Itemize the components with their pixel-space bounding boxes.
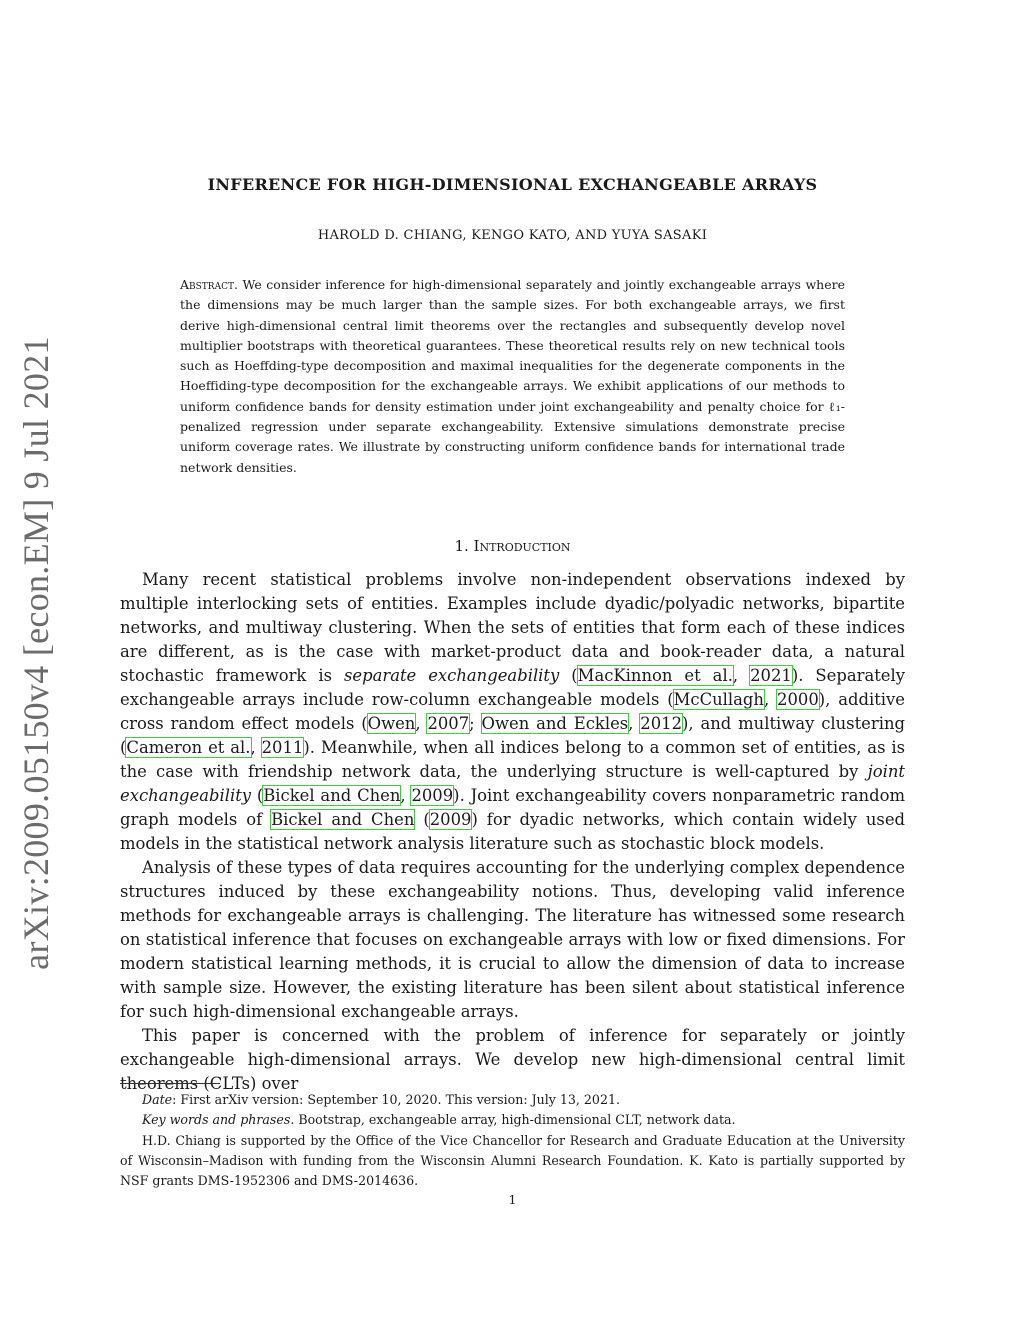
text-run: ). Separately exchangeable arrays include row-column exchangeable models ( <box>120 666 906 709</box>
abstract-text: We consider inference for high-dimensional separately and jointly exchangeable arrays where the dimensions may be much larger than the sample sizes. For both exchangeable arrays, we first derive high-dimensional central limit theorems over the rectangles and subsequently develop novel multiplier bootstraps with theoretical guarantees. These theoretical results rely on new technical tools such as Hoeffding-type decomposition and maximal inequalities for the degenerate components in the Hoeffiding-type decomposition for the exchangeable arrays. We exhibit applications of our methods to uniform confidence bands for density estimation under joint exchangeability and penalty choice for ℓ₁-penalized regression under separate exchangeability. Extensive simulations demonstrate precise uniform coverage rates. We illustrate by constructing uniform confidence bands for international trade network densities. <box>180 277 845 475</box>
abstract <box>180 275 845 478</box>
section-number: 1. <box>454 537 469 555</box>
footnote-keywords-label: Key words and phrases. <box>142 1112 295 1128</box>
text-run: ). Meanwhile, when all indices belong to a common set of entities, as is the case with friendship network data, the underlying structure is well-captured by <box>120 738 906 781</box>
paragraph-2: Analysis of these types of data requires accounting for the underlying complex dependence structures induced by these exchangeability notions. Thus, developing valid inference methods for exchangeable arrays is challenging. The literature has witnessed some research on statistical inference that focuses on exchangeable arrays with low or fixed dimensions. For modern statistical learning methods, it is crucial to allow the dimension of data to increase with sample size. However, the existing literature has been silent about statistical inference for such high-dimensional exchangeable arrays. <box>120 858 905 1021</box>
body-text <box>120 568 905 1096</box>
paper-title: INFERENCE FOR HIGH-DIMENSIONAL EXCHANGEABLE ARRAYS <box>207 175 818 194</box>
citation-year-link[interactable]: 2007 <box>427 714 470 733</box>
paper-authors: HAROLD D. CHIANG, KENGO KATO, AND YUYA SASAKI <box>317 228 708 243</box>
footnote-date <box>120 1090 905 1110</box>
citation-link[interactable]: Bickel and Chen <box>271 810 415 829</box>
arxiv-id: arXiv:2009.05150v4 [econ.EM] 9 Jul 2021 <box>15 335 56 970</box>
citation-year-link[interactable]: 2009 <box>429 810 472 829</box>
citation-link[interactable]: McCullagh <box>673 690 764 709</box>
footnote-date-text: : First arXiv version: September 10, 2020. This version: July 13, 2021. <box>172 1092 620 1107</box>
citation-year-link[interactable]: 2009 <box>411 786 454 805</box>
footnote-funding: H.D. Chiang is supported by the Office of the Vice Chancellor for Research and Graduate Education at the University of Wisconsin–Madison with funding from the Wisconsin Alumni Research Foundation. K. Kato is partially supported by NSF grants DMS-1952306 and DMS-2014636. <box>120 1132 905 1189</box>
text-run: ( <box>251 786 264 805</box>
page-number: 1 <box>508 1192 517 1207</box>
footnote-keywords <box>120 1110 905 1130</box>
text-run: ), and multiway clustering ( <box>120 714 906 757</box>
footnotes <box>120 1090 905 1191</box>
citation-link[interactable]: Cameron et al. <box>126 738 251 757</box>
section-title: Introduction <box>473 537 571 555</box>
citation-link[interactable]: Bickel and Chen <box>263 786 401 805</box>
text-run: ( <box>559 666 578 685</box>
citation-link[interactable]: Owen and Eckles <box>481 714 629 733</box>
arxiv-stamp <box>8 335 63 970</box>
footnote-date-label: Date <box>142 1092 173 1107</box>
emphasis-joint-exchangeability: joint exchangeability <box>120 762 905 805</box>
citation-link[interactable]: MacKinnon et al. <box>577 666 733 685</box>
paragraph-3: This paper is concerned with the problem of inference for separately or jointly exchangeable high-dimensional arrays. We develop new high-dimensional central limit theorems (CLTs) over <box>120 1026 905 1093</box>
citation-year-link[interactable]: 2011 <box>261 738 304 757</box>
footnote-rule <box>120 1083 220 1084</box>
emphasis-separate-exchangeability: separate exchangeability <box>343 666 560 685</box>
text-run: ), additive cross random effect models ( <box>120 690 906 733</box>
citation-link[interactable]: Owen <box>367 714 416 733</box>
citation-year-link[interactable]: 2000 <box>777 690 819 709</box>
text-run: Many recent statistical problems involve non-independent observations indexed by multiple interlocking sets of entities. Examples include dyadic/polyadic networks, bipartite networks, and multiway clustering. When the sets of entities that form each of these indices are different, as is the case with market-product data and book-reader data, a natural stochastic framework is <box>120 570 905 685</box>
text-run: ). Joint exchangeability covers nonparametric random graph models of <box>120 786 905 829</box>
text-run: for dyadic networks, which contain widely used models in the statistical network analysis literature such as stochastic block models. <box>120 810 906 853</box>
footnote-keywords-text: Bootstrap, exchangeable array, high-dimensional CLT, network data. <box>294 1112 736 1128</box>
paragraph-1: Many recent statistical problems involve non-independent observations indexed by multiple interlocking sets of entities. Examples include dyadic/polyadic networks, bipartite networks, and multiway clustering. When the sets of entities that form each of these indices are different, as is the case with market-product data and book-reader data, a natural stochastic framework is separate exchangeability (MacKinnon et al., 2021). Separately exchangeable arrays include row-column exchangeable models (McCullagh, 2000), additive cross random effect models (Owen, 2007; Owen and Eckles, 2012), and multiway clustering (Cameron et al., 2011). Meanwhile, when all indices belong to a common set of entities, as is the case with friendship network data, the underlying structure is well-captured by joint exchangeability (Bickel and Chen, 2009). Joint exchangeability covers nonparametric random graph models of Bickel and Chen (2009) for dyadic networks, which contain widely used models in the statistical network analysis literature such as stochastic block models. <box>120 570 906 853</box>
section-heading <box>120 537 905 555</box>
abstract-label: Abstract. <box>180 277 238 292</box>
citation-year-link[interactable]: 2021 <box>750 666 792 685</box>
citation-year-link[interactable]: 2012 <box>640 714 682 733</box>
